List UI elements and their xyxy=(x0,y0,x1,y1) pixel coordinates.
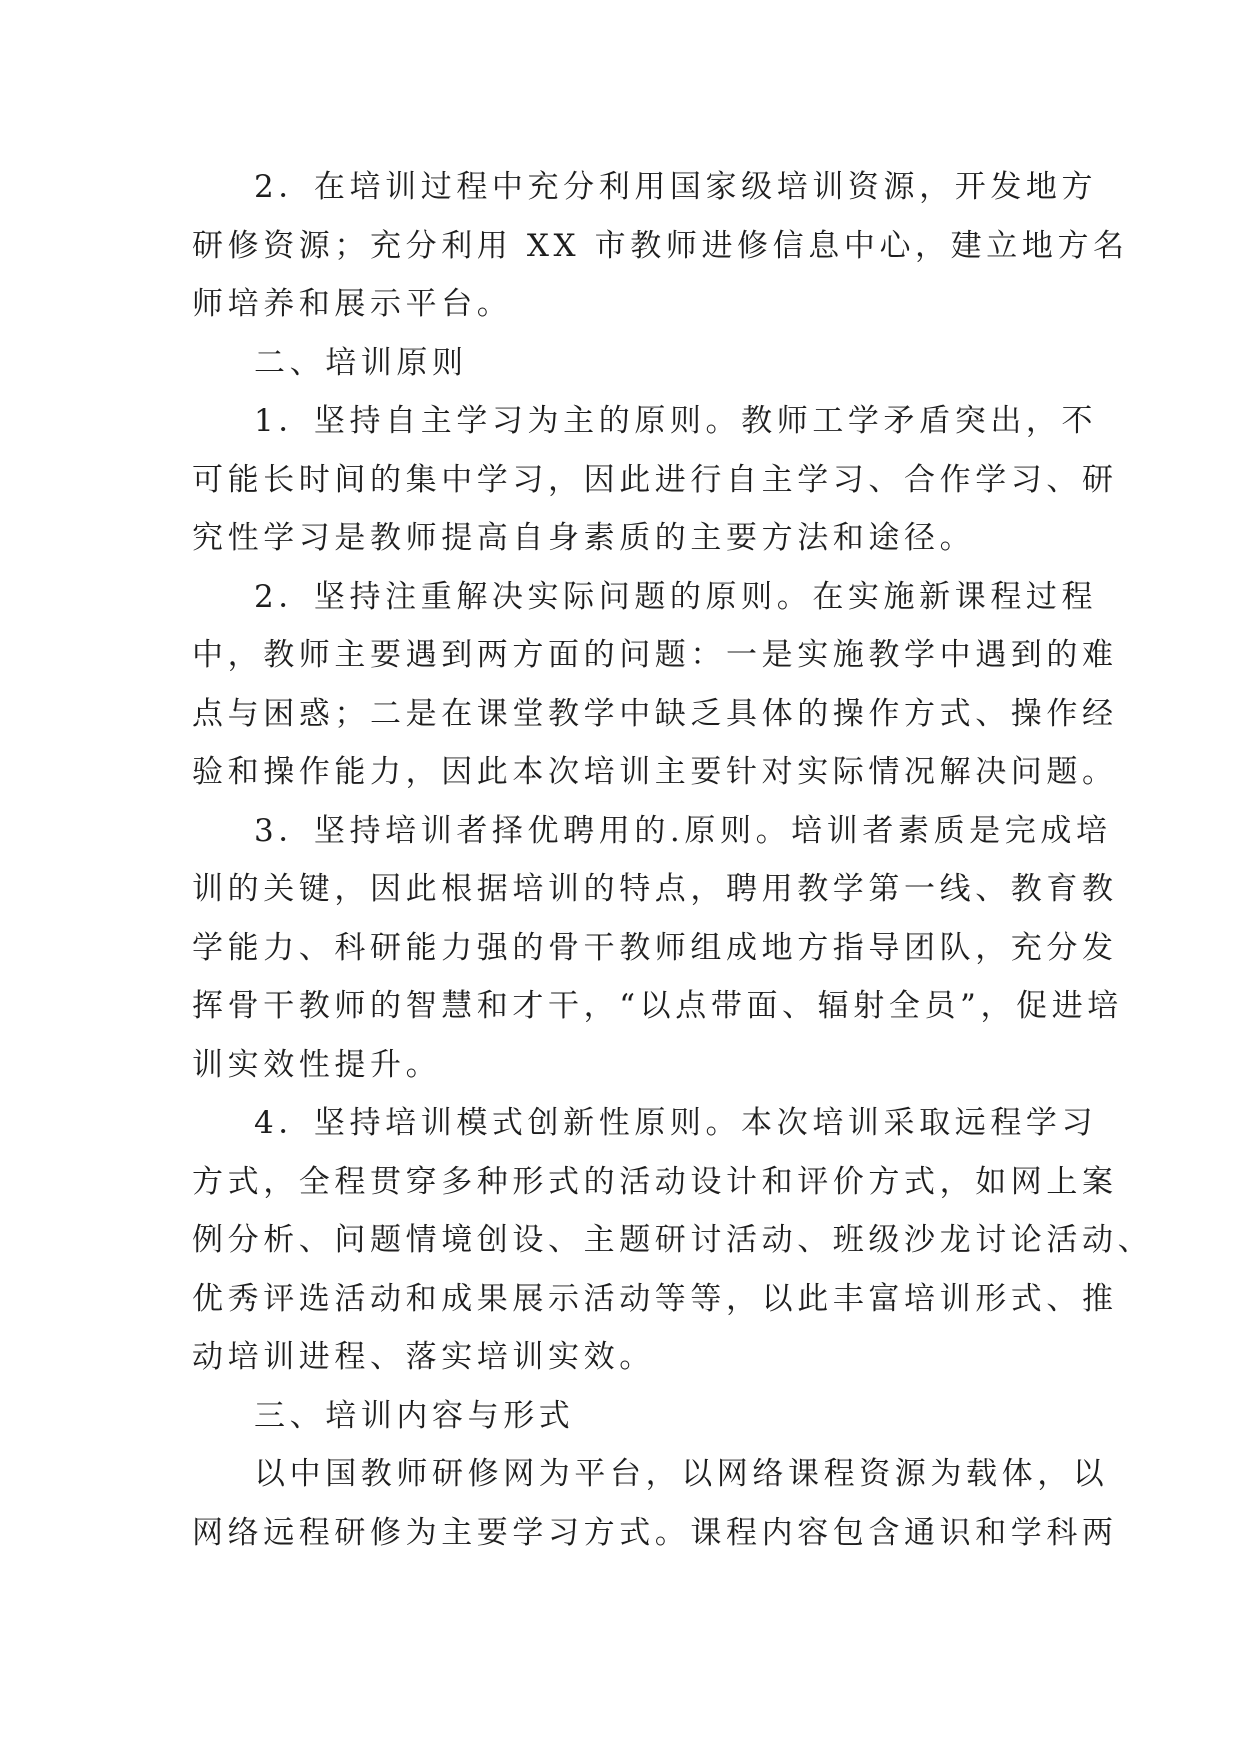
text-line: 挥骨干教师的智慧和才干，“以点带面、辐射全员”，促进培 xyxy=(192,988,1123,1024)
text-line: 二、培训原则 xyxy=(254,344,468,381)
text-line: 训的关键，因此根据培训的特点，聘用教学第一线、教育教 xyxy=(192,871,1118,907)
text-line: 3．坚持培训者择优聘用的.原则。培训者素质是完成培 xyxy=(254,812,1112,849)
text-line: 点与困惑；二是在课堂教学中缺乏具体的操作方式、操作经 xyxy=(192,695,1118,732)
text-line: 2．在培训过程中充分利用国家级培训资源，开发地方 xyxy=(254,169,1098,205)
text-line: 究性学习是教师提高自身素质的主要方法和途径。 xyxy=(192,520,976,556)
text-line: 三、培训内容与形式 xyxy=(254,1397,575,1434)
text-line: 以中国教师研修网为平台，以网络课程资源为载体，以 xyxy=(254,1456,1109,1492)
text-line: 2．坚持注重解决实际问题的原则。在实施新课程过程 xyxy=(254,578,1098,615)
text-line: 师培养和展示平台。 xyxy=(192,286,513,322)
text-line: 例分析、问题情境创设、主题研讨活动、班级沙龙讨论活动、 xyxy=(192,1222,1154,1258)
text-line: 4．坚持培训模式创新性原则。本次培训采取远程学习 xyxy=(254,1105,1098,1141)
text-line: 动培训进程、落实培训实效。 xyxy=(192,1339,655,1375)
text-line: 方式，全程贯穿多种形式的活动设计和评价方式，如网上案 xyxy=(192,1163,1118,1200)
document-page xyxy=(192,158,1154,1562)
text-line: 研修资源；充分利用 XX 市教师进修信息中心，建立地方名 xyxy=(192,227,1129,264)
text-line: 验和操作能力，因此本次培训主要针对实际情况解决问题。 xyxy=(192,754,1118,790)
text-line: 可能长时间的集中学习，因此进行自主学习、合作学习、研 xyxy=(192,461,1118,498)
text-line: 学能力、科研能力强的骨干教师组成地方指导团队，充分发 xyxy=(192,929,1118,966)
text-line: 网络远程研修为主要学习方式。课程内容包含通识和学科两 xyxy=(192,1514,1118,1551)
text-line: 1．坚持自主学习为主的原则。教师工学矛盾突出，不 xyxy=(254,403,1098,439)
text-line: 优秀评选活动和成果展示活动等等，以此丰富培训形式、推 xyxy=(192,1280,1118,1317)
text-line: 训实效性提升。 xyxy=(192,1046,442,1083)
text-line: 中，教师主要遇到两方面的问题：一是实施教学中遇到的难 xyxy=(192,637,1118,673)
